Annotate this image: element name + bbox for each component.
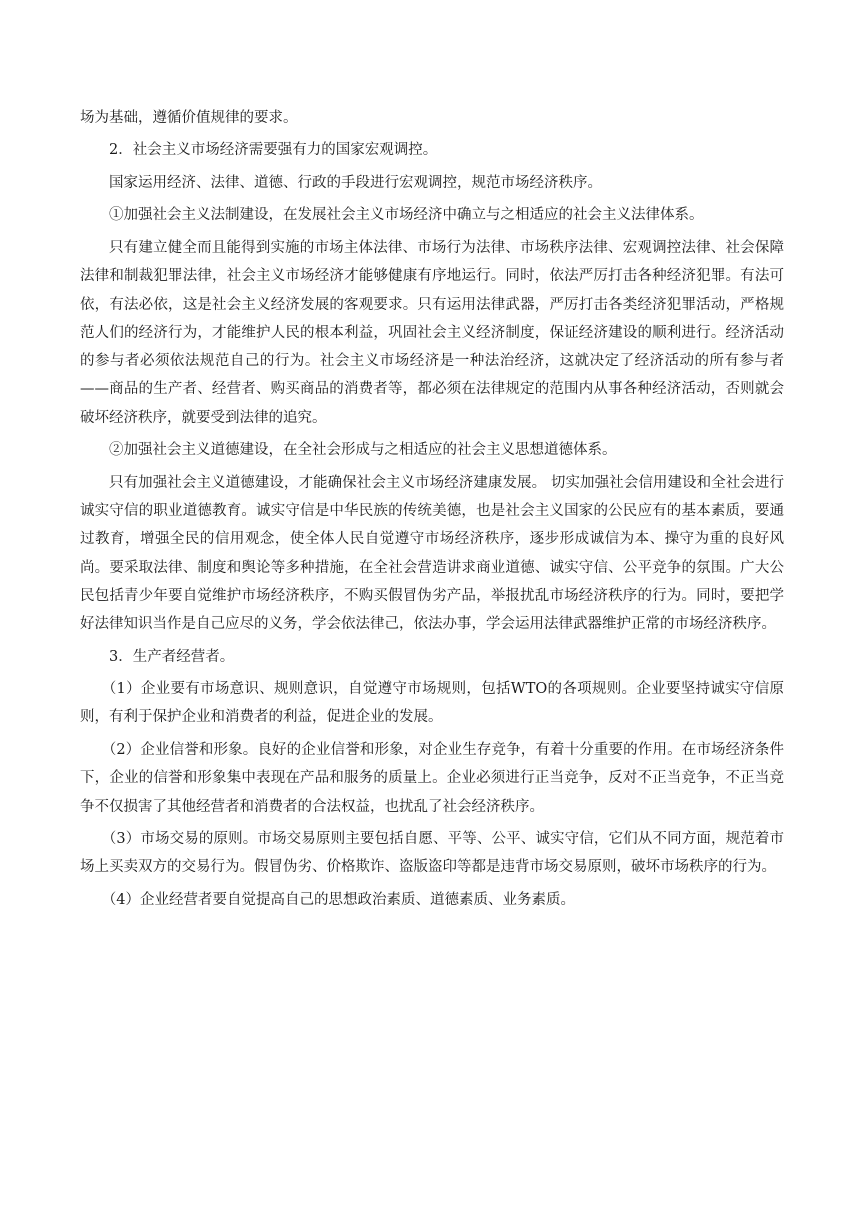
item-4: （4）企业经营者要自觉提高自己的思想政治素质、道德素质、业务素质。	[101, 891, 575, 908]
section-heading-3: 3．生产者经营者。	[109, 648, 235, 665]
item-1: （1）企业要有市场意识、规则意识，自觉遵守市场规则，包括WTO的各项规则。企业要坚持诚实守信原则，有利于保护企业和消费者的利益，促进企业的发展。	[80, 681, 784, 726]
paragraph-3: 国家运用经济、法律、道德、行政的手段进行宏观调控，规范市场经济秩序。	[109, 174, 602, 191]
item-3: （3）市场交易的原则。市场交易原则主要包括自愿、平等、公平、诚实守信，它们从不同方面，规范着市场上买卖双方的交易行为。假冒伪劣、价格欺诈、盗版盗印等都是违背市场交易原则，破坏市场秩序的行为。	[80, 831, 784, 876]
paragraph-1: 场为基础，遵循价值规律的要求。	[80, 110, 298, 126]
item-2: （2）企业信誉和形象。良好的企业信誉和形象，对企业生存竞争，有着十分重要的作用。在市场经济条件下，企业的信誉和形象集中表现在产品和服务的质量上。企业必须进行正当竞争，反对不正当竞争，不正当竞争不仅损害了其他经营者和消费者的合法权益，也扰乱了社会经济秩序。	[80, 741, 784, 815]
paragraph-moral-body: 只有加强社会主义道德建设，才能确保社会主义市场经济建康发展。 切实加强社会信用建设和全社会进行诚实守信的职业道德教育。诚实守信是中华民族的传统美德，也是社会主义国家的公民应有的基本素质，要通过教育，增强全民的信用观念，使全体人民自觉遵守市场经济秩序，逐步形成诚信为本、操守为重的良好风尚。要采取法律、制度和舆论等多种措施，在全社会营造讲求商业道德、诚实守信、公平竞争的氛围。广大公民包括青少年要自觉维护市场经济秩序，不购买假冒伪劣产品，举报扰乱市场经济秩序的行为。同时，要把学好法律知识当作是自己应尽的义务，学会依法律己，依法办事，学会运用法律武器维护正常的市场经济秩序。	[80, 474, 784, 633]
section-heading-2: 2．社会主义市场经济需要强有力的国家宏观调控。	[109, 142, 438, 159]
subheading-legal: ①加强社会主义法制建设，在发展社会主义市场经济中确立与之相适应的社会主义法律体系。	[109, 207, 704, 224]
subheading-moral: ②加强社会主义道德建设，在全社会形成与之相适应的社会主义思想道德体系。	[109, 442, 617, 459]
document-body	[80, 104, 784, 918]
paragraph-legal-body: 只有建立健全而且能得到实施的市场主体法律、市场行为法律、市场秩序法律、宏观调控法律、社会保障法律和制裁犯罪法律，社会主义市场经济才能够健康有序地运行。同时，依法严厉打击各种经济犯罪。有法可依，有法必依，这是社会主义经济发展的客观要求。只有运用法律武器，严厉打击各类经济犯罪活动，严格规范人们的经济行为，才能维护人民的根本利益，巩固社会主义经济制度，保证经济建设的顺利进行。经济活动的参与者必须依法规范自己的行为。社会主义市场经济是一种法治经济，这就决定了经济活动的所有参与者——商品的生产者、经营者、购买商品的消费者等，都必须在法律规定的范围内从事各种经济活动，否则就会破坏经济秩序，就要受到法律的追究。	[80, 239, 784, 426]
